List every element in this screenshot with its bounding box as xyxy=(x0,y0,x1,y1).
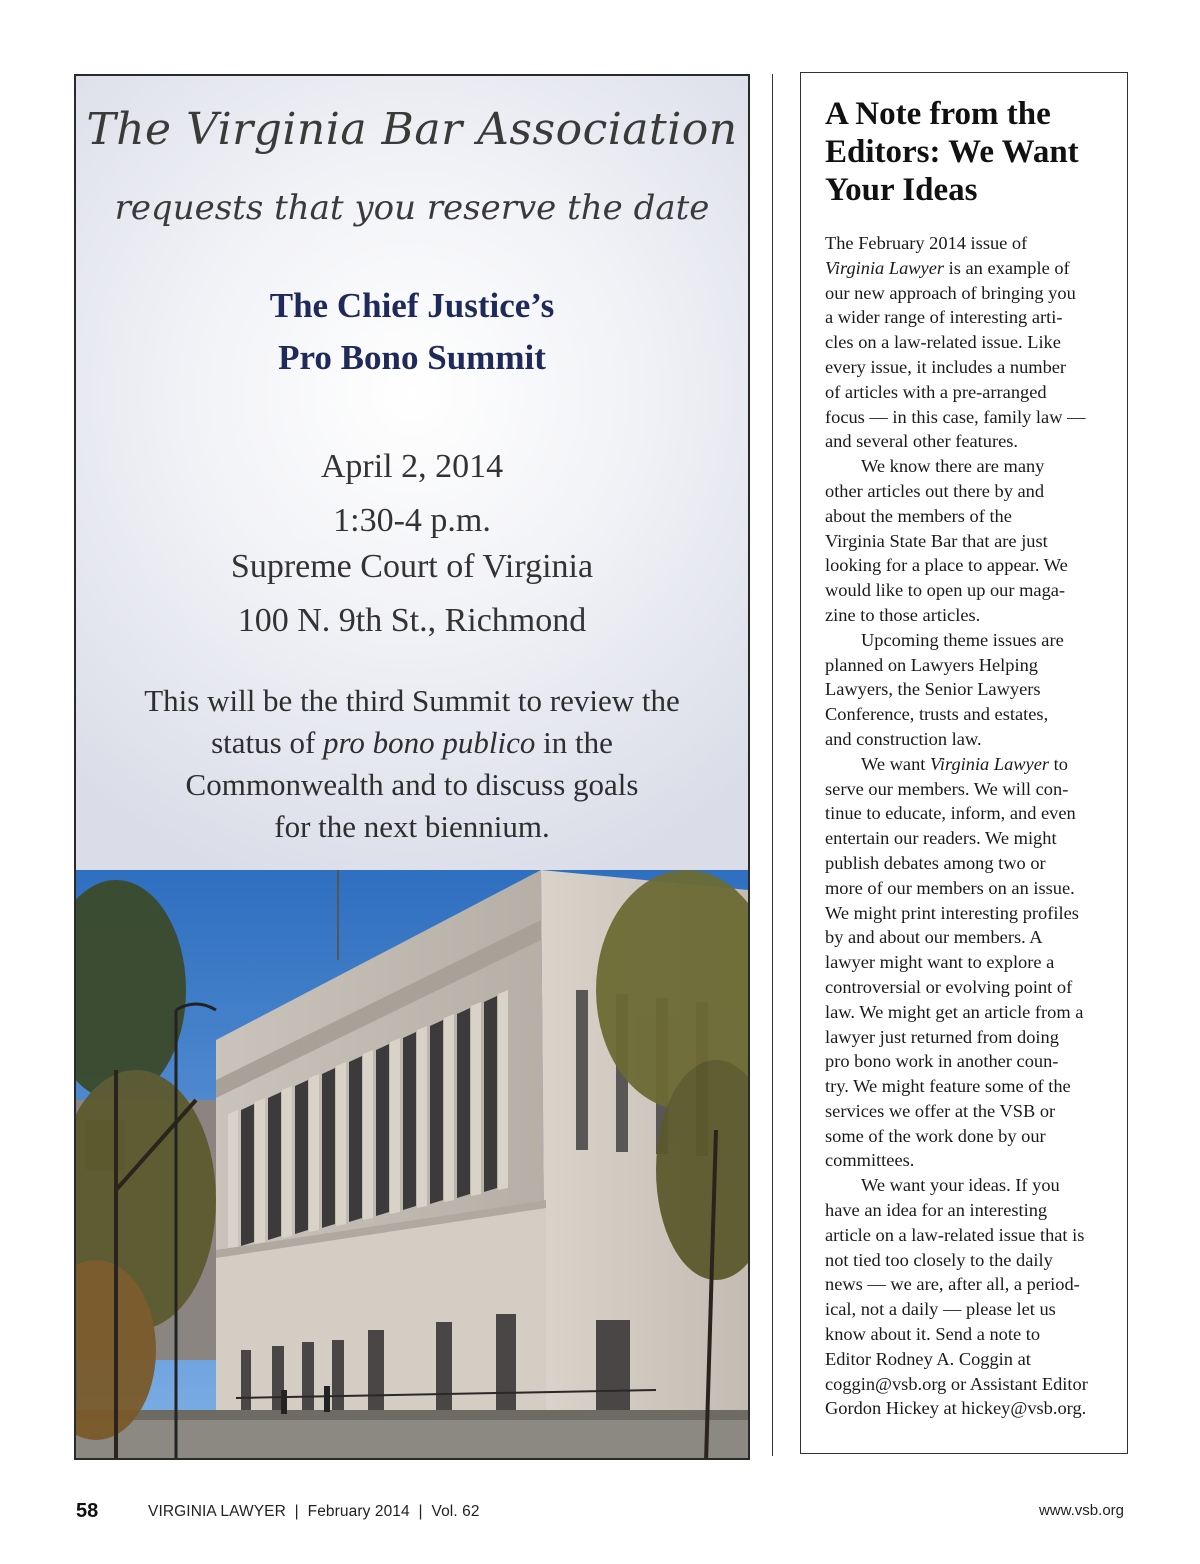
text-line: serve our members. We will con- xyxy=(825,778,1069,799)
text-line: our new approach of bringing you xyxy=(825,282,1076,303)
text-line: about the members of the xyxy=(825,505,1012,526)
text-line: other articles out there by and xyxy=(825,480,1045,501)
ad-event-venue: Supreme Court of Virginia xyxy=(230,548,594,585)
ad-text-area xyxy=(76,76,748,870)
text-line: We know there are many xyxy=(861,456,1045,477)
text-line: know about it. Send a note to xyxy=(825,1324,1041,1345)
text-line: services we offer at the VSB or xyxy=(825,1100,1056,1121)
paragraph-1 xyxy=(825,231,1117,454)
ad-desc-line: Commonwealth and to discuss goals xyxy=(185,767,639,802)
editors-note-body xyxy=(825,231,1117,1421)
text-line: lawyer might want to explore a xyxy=(825,952,1055,973)
supreme-court-building-photo xyxy=(76,870,748,1460)
text-line: We might print interesting profiles xyxy=(825,902,1079,923)
text-line xyxy=(825,256,1117,281)
event-advertisement xyxy=(74,74,750,1460)
text-line: every issue, it includes a number xyxy=(825,356,1067,377)
text-line: some of the work done by our xyxy=(825,1125,1046,1146)
ad-desc-line: for the next biennium. xyxy=(274,809,550,844)
text-fragment: is an example of xyxy=(948,257,1070,278)
ad-event-time: 1:30-4 p.m. xyxy=(333,502,491,539)
ad-summit-title-2: Pro Bono Summit xyxy=(278,338,546,377)
text-line: We want your ideas. If you xyxy=(861,1175,1060,1196)
text-line: committees. xyxy=(825,1150,915,1171)
text-line: The February 2014 issue of xyxy=(825,233,1028,253)
paragraph-4 xyxy=(825,752,1117,1174)
paragraph-3 xyxy=(825,628,1117,752)
text-line: Virginia State Bar that are just xyxy=(825,530,1048,551)
column-divider xyxy=(772,74,773,1456)
title-line: Editors: We Want xyxy=(825,134,1079,170)
text-line: ical, not a daily — please let us xyxy=(825,1299,1056,1320)
text-line: Upcoming theme issues are xyxy=(861,629,1064,650)
text-line: controversial or evolving point of xyxy=(825,976,1073,997)
ad-desc-line: This will be the third Summit to review the xyxy=(144,683,680,718)
ad-desc-line xyxy=(94,722,730,764)
ad-organization: The Virginia Bar Association xyxy=(86,104,738,155)
text-line: and several other features. xyxy=(825,431,1019,452)
text-line: tinue to educate, inform, and even xyxy=(825,803,1076,824)
text-line: Gordon Hickey at hickey@vsb.org. xyxy=(825,1398,1087,1419)
text-fragment: We want xyxy=(861,753,930,774)
magazine-name: Virginia Lawyer xyxy=(825,257,945,278)
paragraph-2 xyxy=(825,454,1117,628)
text-line: zine to those articles. xyxy=(825,604,981,625)
text-line: cles on a law-related issue. Like xyxy=(825,332,1061,353)
text-line: pro bono work in another coun- xyxy=(825,1051,1059,1072)
text-line: Lawyers, the Senior Lawyers xyxy=(825,679,1041,700)
ad-reserve-date: requests that you reserve the date xyxy=(114,188,710,228)
text-line: a wider range of interesting arti- xyxy=(825,307,1063,328)
text-line: news — we are, after all, a period- xyxy=(825,1274,1080,1295)
ad-event-date: April 2, 2014 xyxy=(320,448,504,485)
text-line: focus — in this case, family law — xyxy=(825,406,1086,427)
page-number: 58 xyxy=(76,1500,99,1522)
text-line: entertain our readers. We might xyxy=(825,828,1057,849)
publication-info: VIRGINIA LAWYER | February 2014 | Vol. 62 xyxy=(148,1503,480,1520)
text-line: by and about our members. A xyxy=(825,927,1043,948)
text-line: and construction law. xyxy=(825,728,982,749)
text-line: looking for a place to appear. We xyxy=(825,555,1068,576)
text-line: would like to open up our maga- xyxy=(825,580,1066,601)
text-line xyxy=(825,752,1117,777)
ad-description xyxy=(94,680,730,848)
ad-desc-text: in the xyxy=(535,725,613,760)
text-fragment: to xyxy=(1049,753,1068,774)
editors-note-box xyxy=(800,72,1128,1454)
text-line: Conference, trusts and estates, xyxy=(825,704,1049,725)
text-line: of articles with a pre-arranged xyxy=(825,381,1047,402)
text-line: try. We might feature some of the xyxy=(825,1076,1071,1097)
text-line: publish debates among two or xyxy=(825,852,1046,873)
text-line: article on a law-related issue that is xyxy=(825,1224,1085,1245)
ad-desc-emphasis: pro bono publico xyxy=(323,725,536,760)
text-line: coggin@vsb.org or Assistant Editor xyxy=(825,1373,1088,1394)
ad-summit-title-1: The Chief Justice’s xyxy=(269,286,555,325)
ad-desc-text: status of xyxy=(211,725,324,760)
text-line: have an idea for an interesting xyxy=(825,1200,1048,1221)
text-line: Editor Rodney A. Coggin at xyxy=(825,1348,1031,1369)
text-line: planned on Lawyers Helping xyxy=(825,654,1038,675)
text-line: law. We might get an article from a xyxy=(825,1001,1084,1022)
title-line: Your Ideas xyxy=(825,172,978,208)
ad-event-address: 100 N. 9th St., Richmond xyxy=(237,602,587,639)
text-line: not tied too closely to the daily xyxy=(825,1249,1053,1270)
editors-note-title xyxy=(825,95,1121,209)
paragraph-5 xyxy=(825,1173,1117,1421)
text-line: lawyer just returned from doing xyxy=(825,1026,1059,1047)
magazine-name: Virginia Lawyer xyxy=(930,753,1050,774)
text-line: more of our members on an issue. xyxy=(825,877,1075,898)
title-line: A Note from the xyxy=(825,96,1051,132)
website-link[interactable]: www.vsb.org xyxy=(1038,1502,1124,1519)
